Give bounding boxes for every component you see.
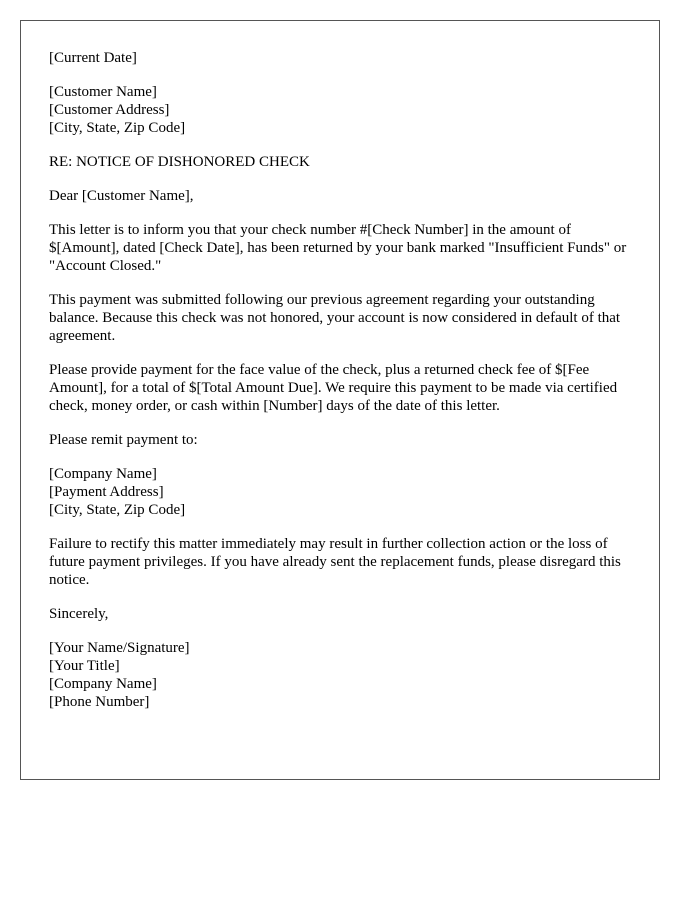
paragraph-returned-check: This letter is to inform you that your check number #[Check Number] in the amount of $[Amount], dated [Check Date], has been returned by your bank marked "Insufficient Funds" or "Account Closed." [49,222,627,274]
paragraph-remit-intro: Please remit payment to: [49,432,198,448]
letter-page [20,20,660,780]
salutation-block [49,187,631,205]
remit-address: [Payment Address] [49,484,164,500]
signature-company: [Company Name] [49,676,157,692]
paragraph-payment-request: Please provide payment for the face value of the check, plus a returned check fee of $[Fee Amount], for a total of $[Total Amount Due]. We require this payment to be made via certified check, money order, or cash within [Number] days of the date of this letter. [49,362,618,414]
paragraph-warning: Failure to rectify this matter immediately may result in further collection action or the loss of future payment privileges. If you have already sent the replacement funds, please disregard this notice. [49,536,621,588]
signature-phone: [Phone Number] [49,694,150,710]
paragraph-default-notice: This payment was submitted following our previous agreement regarding your outstanding balance. Because this check was not honored, your account is now considered in default of that agreement. [49,292,621,344]
subject-line: RE: NOTICE OF DISHONORED CHECK [49,154,310,170]
remit-city: [City, State, Zip Code] [49,502,186,518]
recipient-name: [Customer Name] [49,84,157,100]
salutation: Dear [Customer Name], [49,188,194,204]
letter-date-block [49,49,631,67]
signature-block [49,639,631,711]
remit-address-block [49,465,631,519]
signature-name: [Your Name/Signature] [49,640,190,656]
letter-date: [Current Date] [49,50,137,66]
closing: Sincerely, [49,606,109,622]
recipient-address: [Customer Address] [49,102,170,118]
signature-title: [Your Title] [49,658,120,674]
recipient-city: [City, State, Zip Code] [49,120,186,136]
remit-company: [Company Name] [49,466,157,482]
subject-line-block [49,153,631,171]
recipient-address-block [49,83,631,137]
closing-block [49,605,631,623]
